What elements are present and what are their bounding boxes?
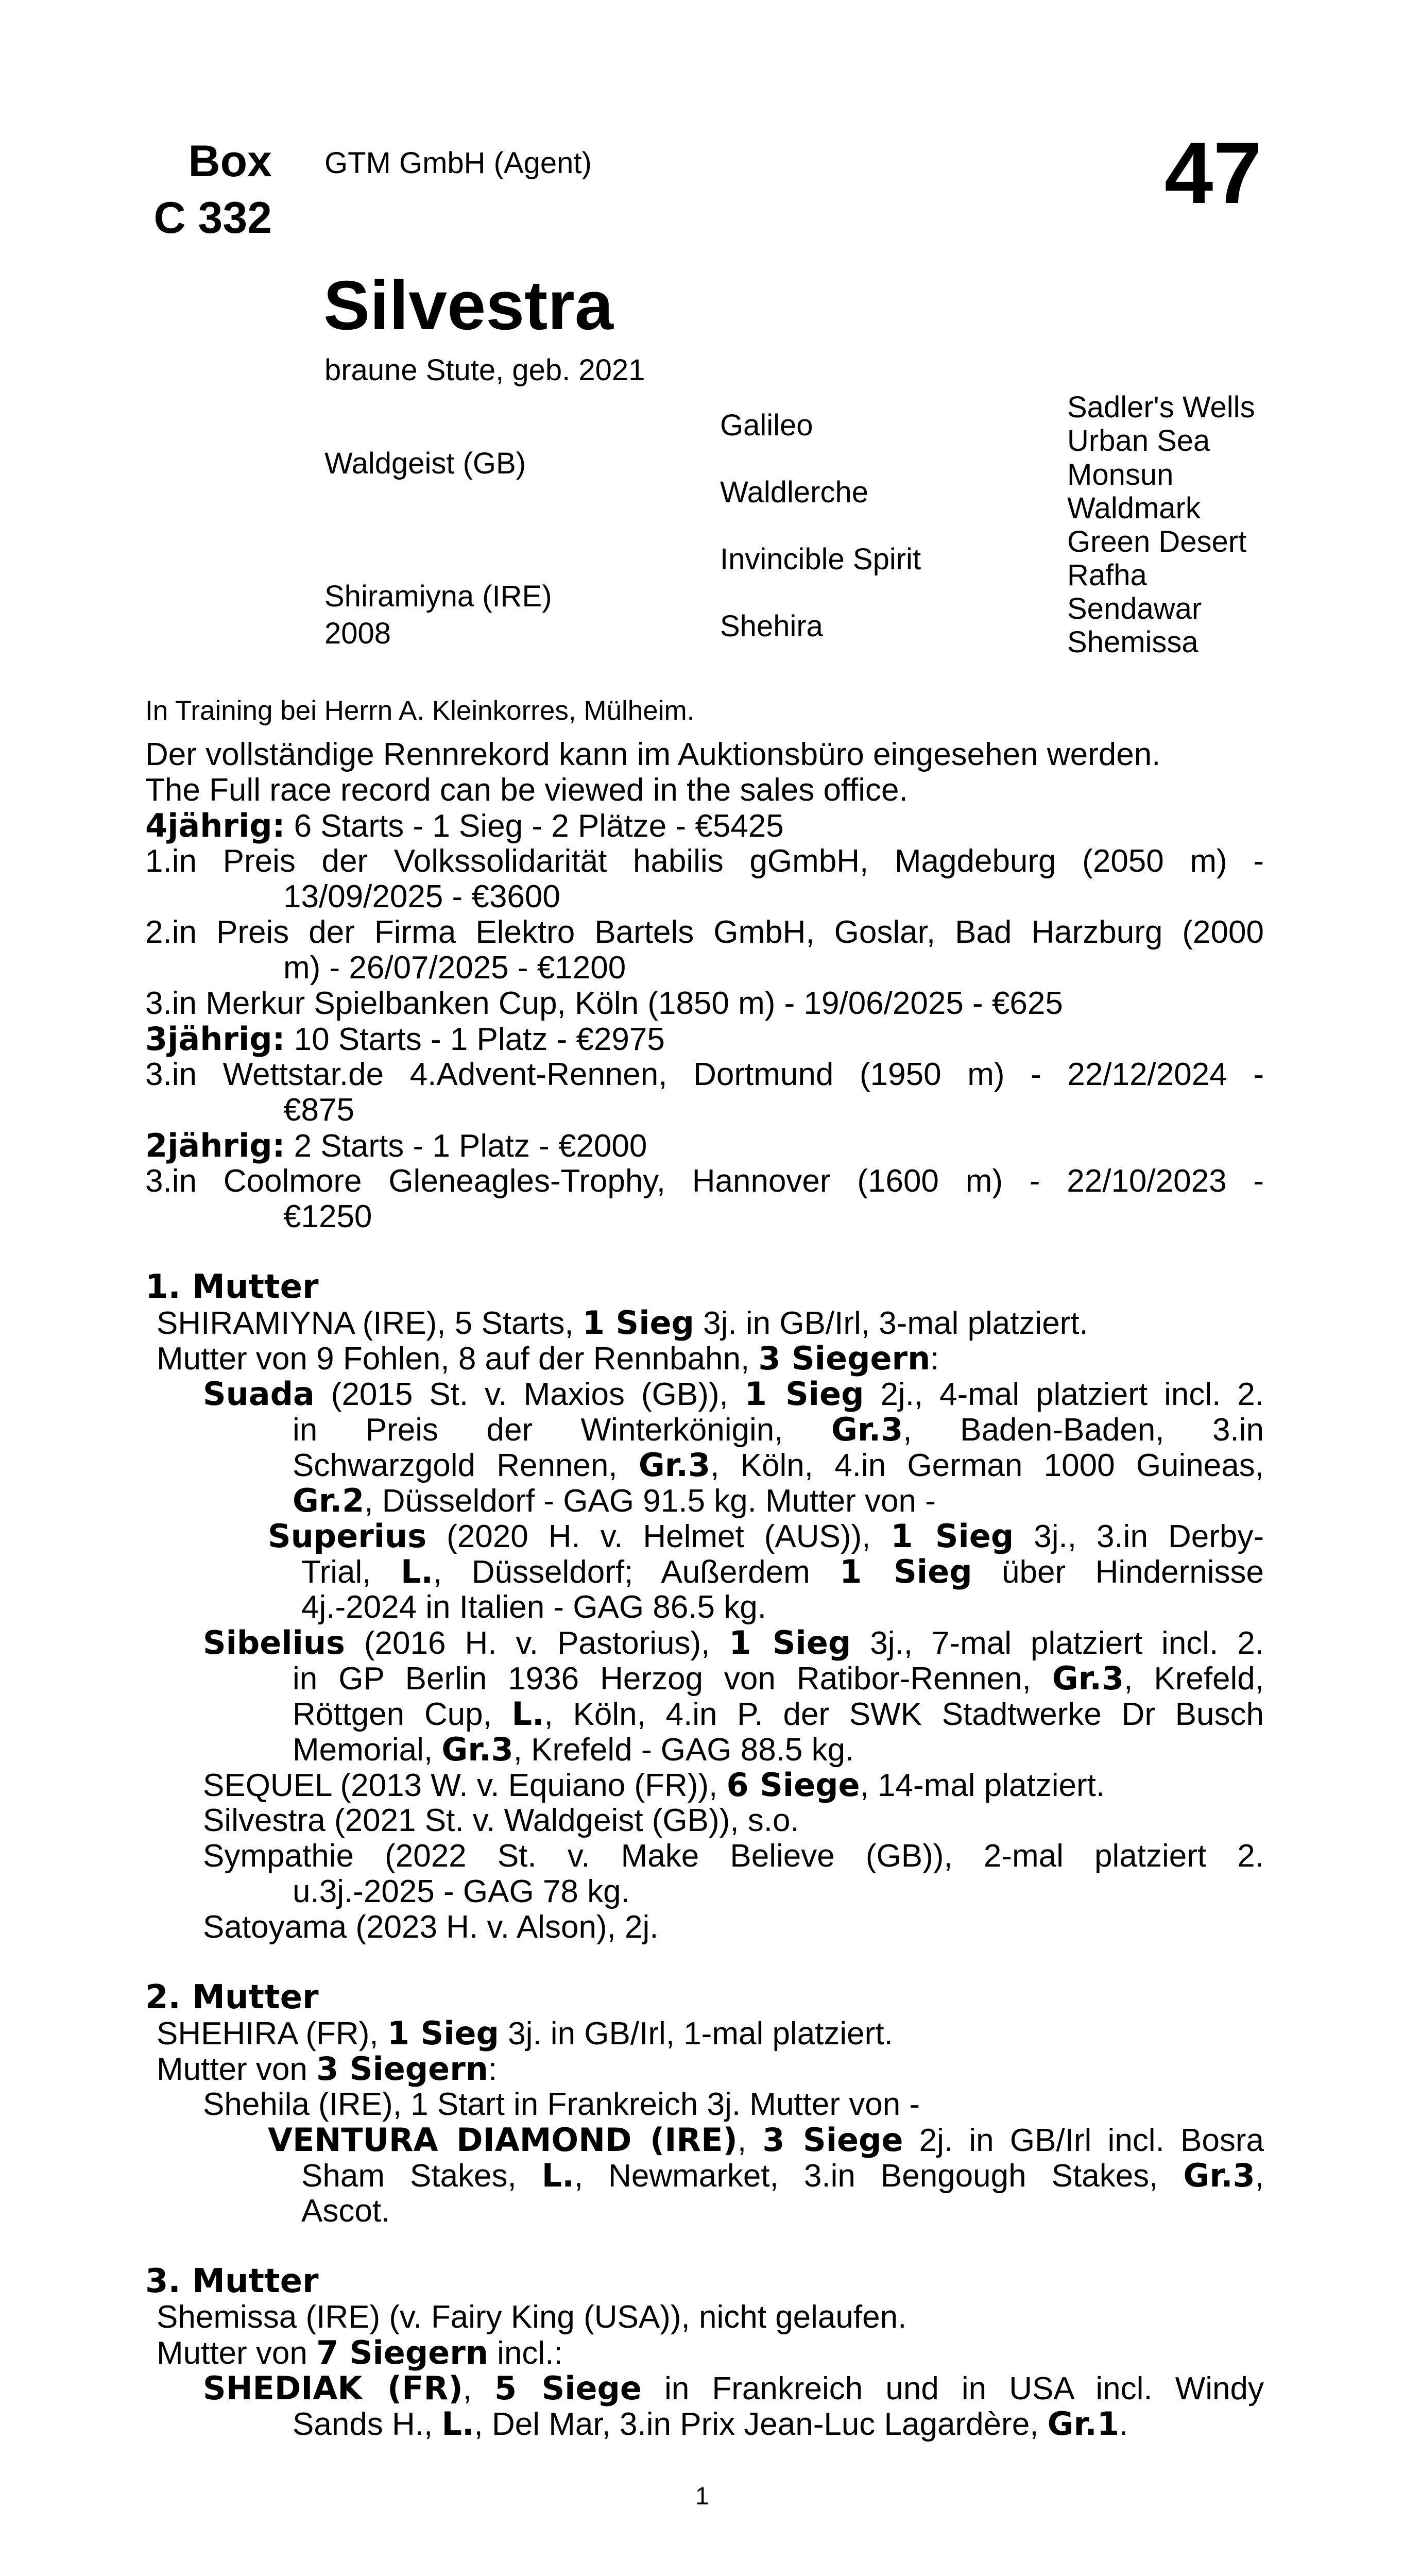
pedigree-gg-2: Urban Sea [1067,424,1210,457]
offspring-line: SHEDIAK (FR), 5 Siege in Frankreich und in USA incl. Windy [203,2369,1264,2407]
page-number: 1 [695,2483,709,2510]
training-note: In Training bei Herrn A. Kleinkorres, Mülheim. [145,696,695,726]
race-line: €875 [283,1092,354,1128]
age-3-label: 3jährig: [145,1020,285,1058]
pedigree-sire-sire: Galileo [720,409,813,442]
pedigree-gg-5: Green Desert [1067,525,1247,558]
dam-line: Mutter von 9 Fohlen, 8 auf der Rennbahn, 3 Siegern: [157,1340,939,1377]
dam-line: Mutter von 3 Siegern: [157,2050,498,2088]
pedigree-gg-4: Waldmark [1067,492,1201,525]
offspring-line: Superius (2020 H. v. Helmet (AUS)), 1 Sieg 3j., 3.in Derby- [268,1517,1264,1555]
age-3-summary: 3jährig: 10 Starts - 1 Platz - €2975 [145,1020,665,1058]
pedigree-dam: Shiramiyna (IRE) [324,580,552,613]
race-line: 13/09/2025 - €3600 [283,879,560,914]
offspring-line: VENTURA DIAMOND (IRE), 3 Siege 2j. in GB/Irl incl. Bosra [268,2121,1264,2159]
pedigree-gg-8: Shemissa [1067,625,1198,659]
offspring-line: in GP Berlin 1936 Herzog von Ratibor-Rennen, Gr.3, Krefeld, [293,1659,1264,1697]
offspring-line: Gr.2, Düsseldorf - GAG 91.5 kg. Mutter von - [293,1482,936,1519]
race-line: 2.in Preis der Firma Elektro Bartels GmbH, Goslar, Bad Harzburg (2000 [145,914,1264,950]
record-note-en: The Full race record can be viewed in the sales office. [145,772,908,808]
pedigree-sire-dam: Waldlerche [720,476,868,509]
pedigree-dam-sire: Invincible Spirit [720,543,921,576]
offspring-line: in Preis der Winterkönigin, Gr.3, Baden-Baden, 3.in [293,1411,1264,1448]
section-heading: 3. Mutter [145,2262,319,2300]
pedigree-gg-3: Monsun [1067,458,1174,492]
dam-line: SHIRAMIYNA (IRE), 5 Starts, 1 Sieg 3j. in GB/Irl, 3-mal platziert. [157,1304,1088,1342]
offspring-line: Sympathie (2022 St. v. Make Believe (GB)), 2-mal platziert 2. [203,1838,1264,1874]
race-line: 3.in Wettstar.de 4.Advent-Rennen, Dortmund (1950 m) - 22/12/2024 - [145,1057,1264,1092]
race-line: 1.in Preis der Volkssolidarität habilis gGmbH, Magdeburg (2050 m) - [145,843,1264,879]
section-heading: 1. Mutter [145,1268,319,1306]
dam-line: SHEHIRA (FR), 1 Sieg 3j. in GB/Irl, 1-mal platziert. [157,2014,893,2052]
pedigree-dam-year: 2008 [324,617,391,650]
race-line: m) - 26/07/2025 - €1200 [283,950,626,986]
race-line: 3.in Coolmore Gleneagles-Trophy, Hannover (1600 m) - 22/10/2023 - [145,1163,1264,1199]
age-2-label: 2jährig: [145,1127,285,1164]
pedigree-gg-6: Rafha [1067,558,1147,592]
offspring-line: Röttgen Cup, L., Köln, 4.in P. der SWK Stadtwerke Dr Busch [293,1695,1264,1733]
section-heading: 2. Mutter [145,1978,319,2016]
offspring-line: SEQUEL (2013 W. v. Equiano (FR)), 6 Siege, 14-mal platziert. [203,1766,1105,1804]
offspring-line: Memorial, Gr.3, Krefeld - GAG 88.5 kg. [293,1731,854,1768]
lot-number: 47 [1164,124,1262,222]
offspring-line: 4j.-2024 in Italien - GAG 86.5 kg. [301,1589,766,1625]
dam-line: Mutter von 7 Siegern incl.: [157,2334,563,2371]
horse-name: Silvestra [323,266,613,344]
horse-description: braune Stute, geb. 2021 [324,353,645,387]
box-number: C 332 [153,193,272,243]
pedigree-gg-7: Sendawar [1067,592,1202,625]
race-line: €1250 [283,1199,372,1234]
age-2-summary: 2jährig: 2 Starts - 1 Platz - €2000 [145,1127,647,1164]
offspring-line: Silvestra (2021 St. v. Waldgeist (GB)), s.o. [203,1803,799,1838]
race-line: 3.in Merkur Spielbanken Cup, Köln (1850 m) - 19/06/2025 - €625 [145,986,1063,1021]
offspring-line: Sibelius (2016 H. v. Pastorius), 1 Sieg 3j., 7-mal platziert incl. 2. [203,1624,1264,1662]
age-4-label: 4jährig: [145,807,285,844]
record-note-de: Der vollständige Rennrekord kann im Auktionsbüro eingesehen werden. [145,737,1161,772]
pedigree-gg-1: Sadler's Wells [1067,391,1255,424]
offspring-line: Trial, L., Düsseldorf; Außerdem 1 Sieg über Hindernisse [301,1553,1264,1590]
offspring-line: Sands H., L., Del Mar, 3.in Prix Jean-Luc Lagardère, Gr.1. [293,2405,1128,2443]
box-label: Box [188,137,272,186]
pedigree-sire: Waldgeist (GB) [324,447,526,480]
offspring-line: Shehila (IRE), 1 Start in Frankreich 3j. Mutter von - [203,2087,920,2122]
offspring-line: Schwarzgold Rennen, Gr.3, Köln, 4.in German 1000 Guineas, [293,1446,1264,1484]
age-4-summary: 4jährig: 6 Starts - 1 Sieg - 2 Plätze - €5425 [145,807,784,844]
agent-name: GTM GmbH (Agent) [324,146,592,180]
offspring-line: Sham Stakes, L., Newmarket, 3.in Bengough Stakes, Gr.3, [301,2157,1264,2194]
pedigree-dam-dam: Shehira [720,609,823,643]
offspring-line: u.3j.-2025 - GAG 78 kg. [293,1874,630,1909]
offspring-line: Suada (2015 St. v. Maxios (GB)), 1 Sieg 2j., 4-mal platziert incl. 2. [203,1375,1264,1413]
offspring-line: Satoyama (2023 H. v. Alson), 2j. [203,1909,659,1945]
dam-line: Shemissa (IRE) (v. Fairy King (USA)), nicht gelaufen. [157,2299,907,2335]
offspring-line: Ascot. [301,2193,390,2229]
